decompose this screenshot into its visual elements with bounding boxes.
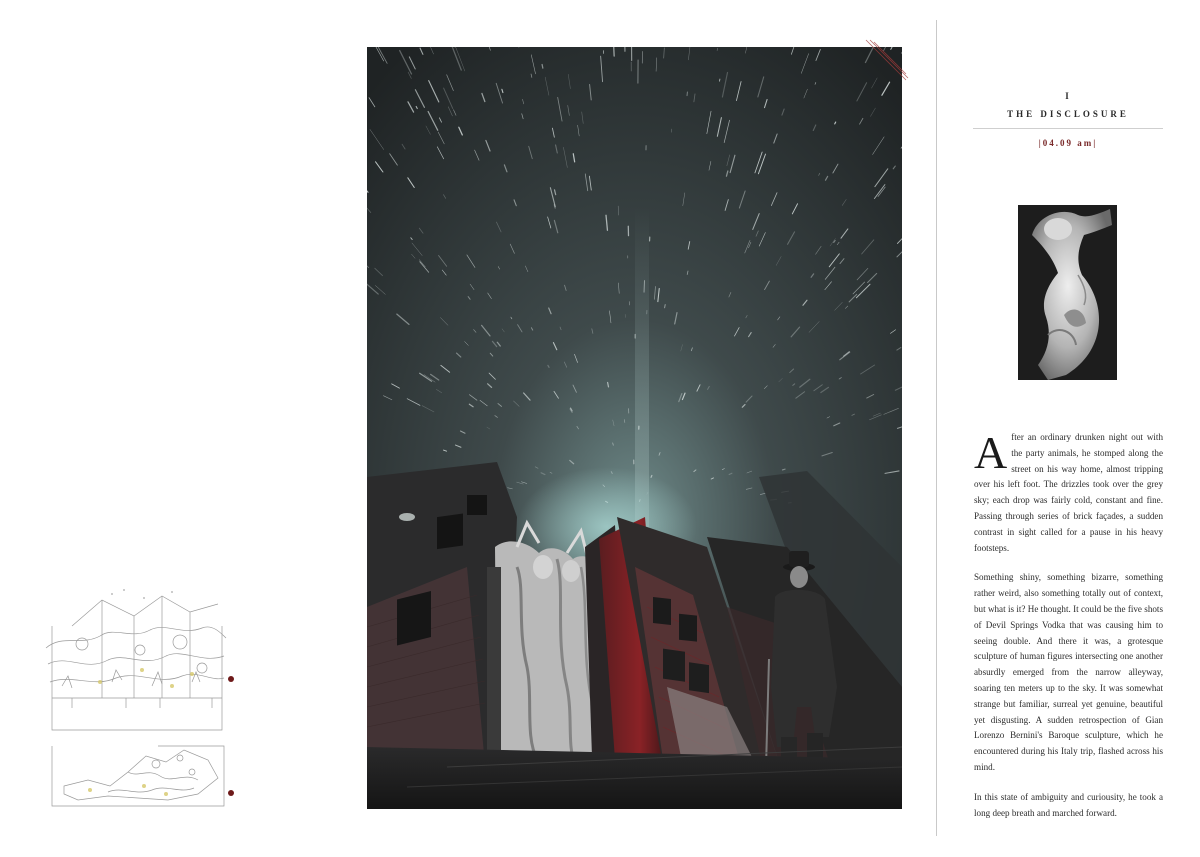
rain-streak [608, 382, 609, 386]
night-alley-artwork [367, 47, 902, 809]
drop-cap: A [974, 427, 1008, 478]
bernini-sculpture-image [1018, 205, 1117, 380]
story-paragraph-3: In this state of ambiguity and curiousity, he took a long deep breath and marched forward. [974, 791, 1163, 818]
title-rule [973, 128, 1163, 129]
chapter-title: THE DISCLOSURE [1007, 109, 1129, 119]
corner-red-marks [862, 38, 910, 84]
section-sketch-drawing [42, 586, 228, 736]
story-text [974, 427, 1163, 835]
chapter-number: I [1065, 91, 1071, 101]
rain-streak [782, 469, 785, 470]
rain-streak [542, 65, 543, 69]
section-marker-dot [228, 676, 234, 682]
story-paragraph-2: Something shiny, something bizarre, something rather weird, also something totally out of context, but what is it? He thought. It could be the five shots of Devil Springs Vodka that was causing him to seeing double. And there it was, a grotesque sculpture of human figures intersecting one another absurdly emerged from the narrow alleyway, soaring ten meters up to the sky. It was somewhat strange but familiar, surreal yet genuine, beautiful yet disgusting. A sudden retrospection of Gian Lorenzo Bernini's Baroque sculpture, which he encountered during his Italy trip, flashed across his mind. [974, 572, 1163, 772]
chapter-header [973, 90, 1163, 149]
chapter-time: |04.09 am| [1038, 138, 1098, 148]
plan-marker-dot [228, 790, 234, 796]
story-paragraph-1 [974, 427, 1163, 556]
column-divider [936, 20, 937, 836]
story-paragraph-1-text: fter an ordinary drunken night out with the party animals, he stomped along the street on his way home, almost tripping over his left foot. The drizzles took over the grey sky; each drop was fairly cold, constant and fine. Passing through series of brick façades, a sudden contrast in sight called for a pause in his heavy footsteps. [974, 432, 1163, 553]
plan-sketch-drawing [48, 742, 228, 812]
